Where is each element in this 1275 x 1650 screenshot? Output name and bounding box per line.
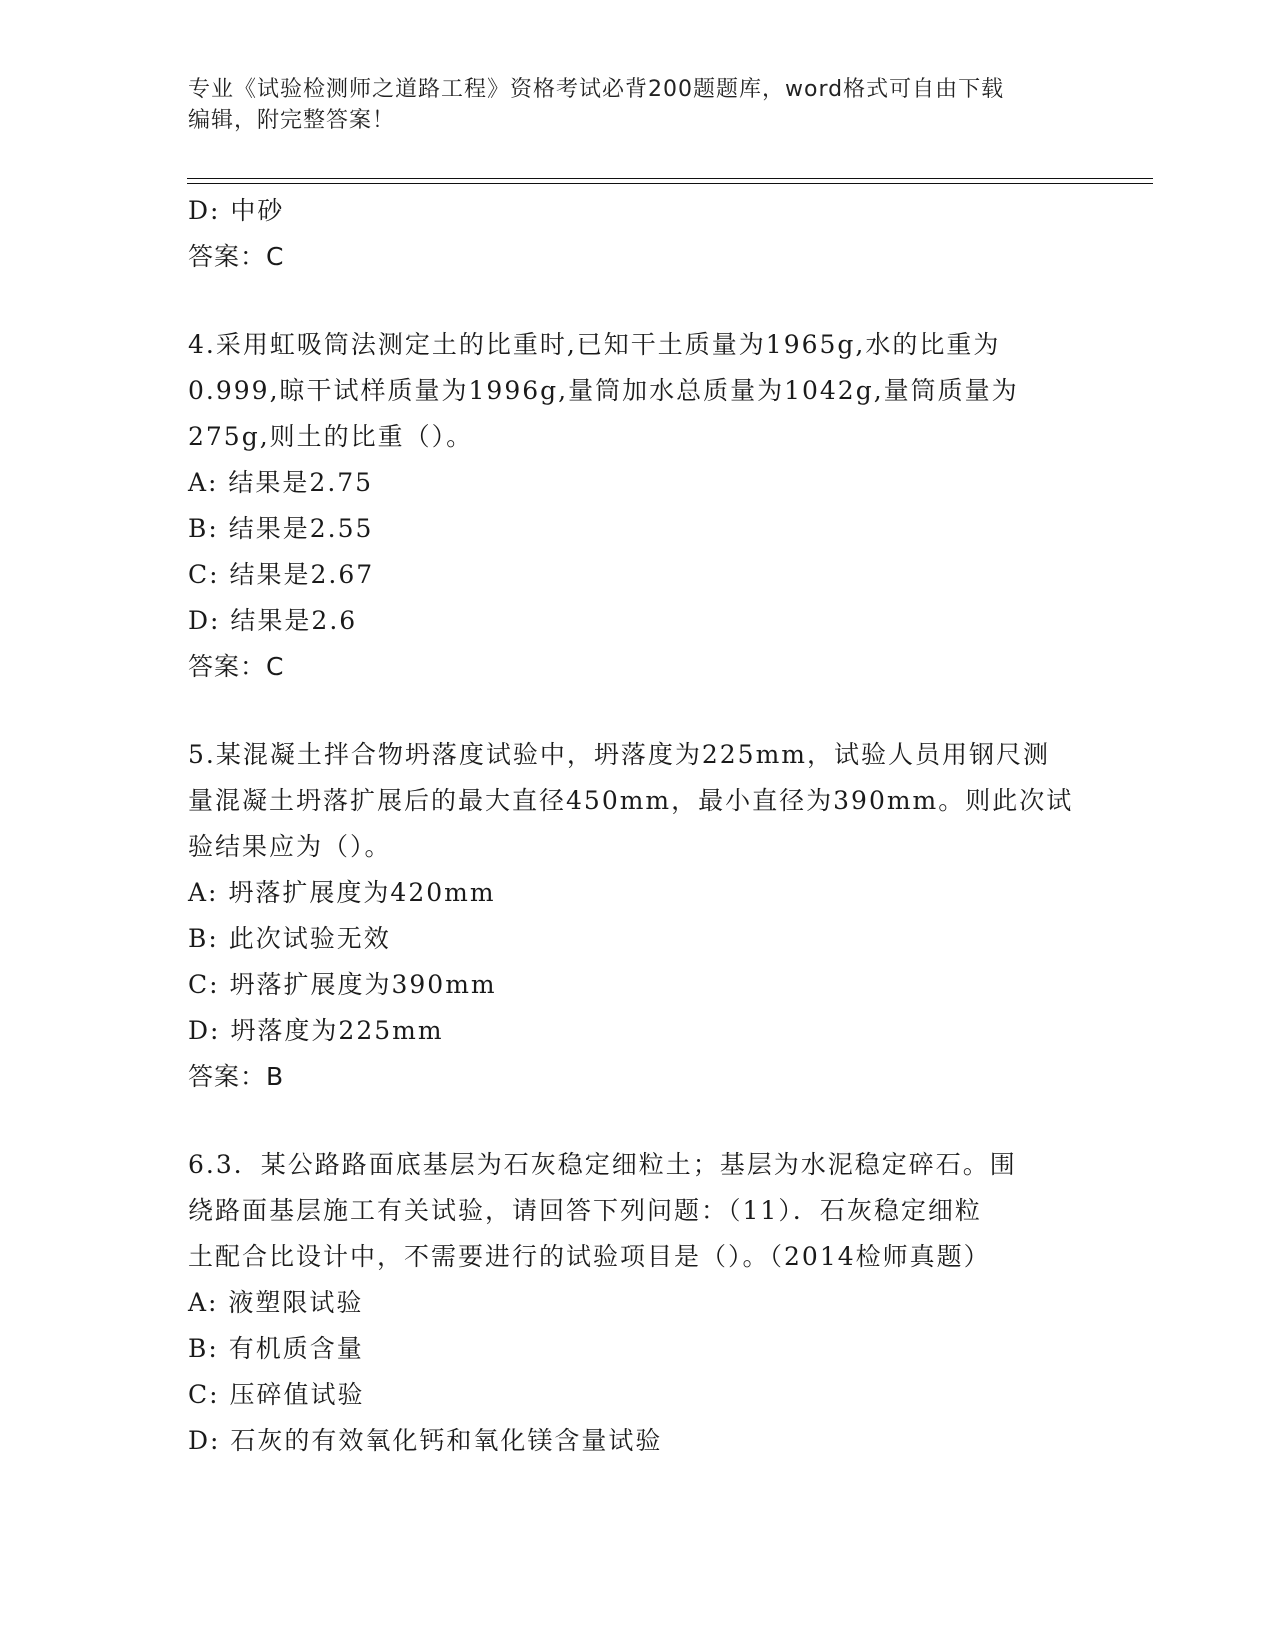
question-5-answer: 答案：B — [188, 1062, 285, 1091]
question-4-answer: 答案：C — [188, 652, 285, 681]
carry-answer: 答案：C — [188, 242, 285, 271]
question-6-line-1: 6.3．某公路路面底基层为石灰稳定细粒土；基层为水泥稳定碎石。围 — [188, 1150, 1017, 1179]
question-5-line-2: 量混凝土坍落扩展后的最大直径450mm，最小直径为390mm。则此次试 — [188, 786, 1074, 815]
question-6-line-2: 绕路面基层施工有关试验，请回答下列问题：（11）．石灰稳定细粒 — [188, 1196, 982, 1225]
question-6-option-d: D: 石灰的有效氧化钙和氧化镁含量试验 — [188, 1426, 663, 1455]
question-5-text — [188, 732, 1088, 870]
spacer — [188, 690, 1088, 732]
question-4-text — [188, 322, 1088, 460]
question-5-line-3: 验结果应为（）。 — [188, 832, 392, 861]
question-4-line-3: 275g,则土的比重（）。 — [188, 422, 474, 451]
header-line-1: 专业《试验检测师之道路工程》资格考试必背200题题库，word格式可自由下载 — [188, 77, 1005, 102]
header-rule-top — [187, 178, 1153, 179]
spacer — [188, 280, 1088, 322]
document-body — [188, 188, 1088, 1464]
question-6-line-3: 土配合比设计中，不需要进行的试验项目是（）。（2014检师真题） — [188, 1242, 991, 1271]
question-5-option-d: D: 坍落度为225mm — [188, 1016, 444, 1045]
header-rule-bottom — [187, 183, 1153, 184]
question-5-option-a: A: 坍落扩展度为420mm — [188, 878, 496, 907]
spacer — [188, 1100, 1088, 1142]
question-4-line-2: 0.999,晾干试样质量为1996g,量筒加水总质量为1042g,量筒质量为 — [188, 376, 1019, 405]
question-6-text — [188, 1142, 1088, 1280]
question-4-option-b: B: 结果是2.55 — [188, 514, 374, 543]
question-5-option-c: C: 坍落扩展度为390mm — [188, 970, 497, 999]
question-6-option-c: C: 压碎值试验 — [188, 1380, 365, 1409]
question-5-line-1: 5.某混凝土拌合物坍落度试验中，坍落度为225mm，试验人员用钢尺测 — [188, 740, 1050, 769]
question-4-line-1: 4.采用虹吸筒法测定土的比重时,已知干土质量为1965g,水的比重为 — [188, 330, 1001, 359]
header-line-2: 编辑，附完整答案！ — [188, 108, 396, 133]
document-header — [188, 74, 1088, 136]
question-6-option-b: B: 有机质含量 — [188, 1334, 364, 1363]
carry-option-d: D: 中砂 — [188, 196, 285, 225]
question-4-option-c: C: 结果是2.67 — [188, 560, 375, 589]
question-4-option-d: D: 结果是2.6 — [188, 606, 358, 635]
question-6-option-a: A: 液塑限试验 — [188, 1288, 364, 1317]
question-4-option-a: A: 结果是2.75 — [188, 468, 374, 497]
question-5-option-b: B: 此次试验无效 — [188, 924, 391, 953]
